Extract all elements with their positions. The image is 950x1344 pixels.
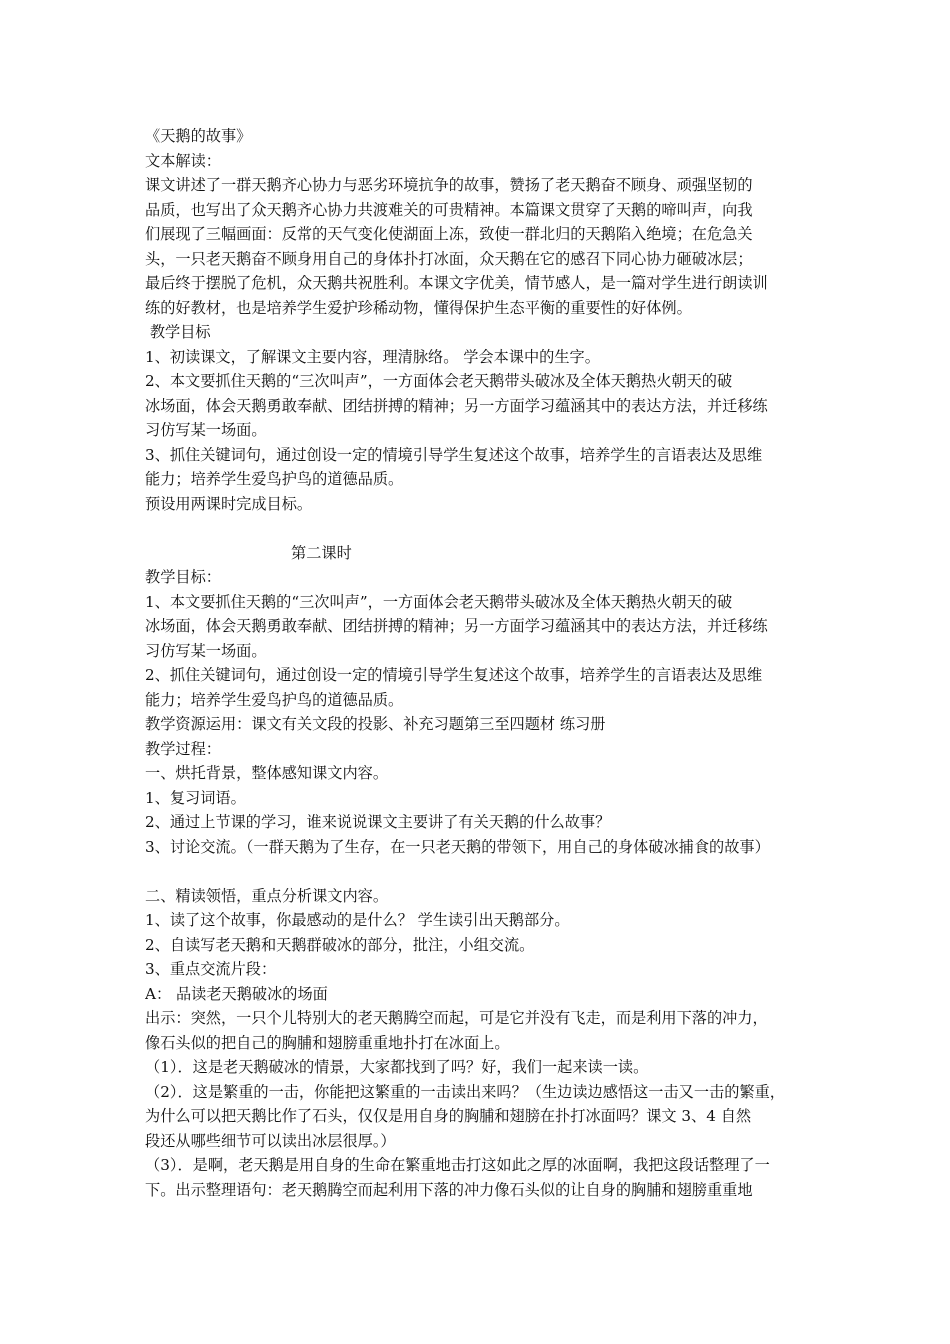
paragraph-line: 头，一只老天鹅奋不顾身用自己的身体扑打冰面，众天鹅在它的感召下同心协力砸破冰层； xyxy=(145,249,753,268)
text-analysis-paragraph xyxy=(145,173,809,320)
lesson-line: 冰场面，体会天鹅勇敢奉献、团结拼搏的精神；另一方面学习蕴涵其中的表达方法，并迁移练 xyxy=(145,617,768,635)
part-two-line: 2、自读写老天鹅和天鹅群破冰的部分，批注，小组交流。 xyxy=(145,935,535,954)
lesson-two-content xyxy=(145,590,809,860)
paragraph-line: 品质，也写出了众天鹅齐心协力共渡难关的可贵精神。本篇课文贯穿了天鹅的啼叫声，向我 xyxy=(145,200,753,219)
part-two-line: 段还从哪些细节可以读出冰层很厚。） xyxy=(145,1131,396,1150)
goal-line: 3、抓住关键词句，通过创设一定的情境引导学生复述这个故事，培养学生的言语表达及思维 xyxy=(145,445,763,464)
lesson-line: 习仿写某一场面。 xyxy=(145,641,267,660)
paragraph-line: 练的好教材，也是培养学生爱护珍稀动物，懂得保护生态平衡的重要性的好体例。 xyxy=(145,298,692,317)
part-two-line: 为什么可以把天鹅比作了石头，仅仅是用自身的胸脯和翅膀在扑打冰面吗？课文 3、4 自然 xyxy=(145,1107,752,1125)
lesson-two-goals-heading: 教学目标： xyxy=(145,568,221,586)
document-title: 《天鹅的故事》 xyxy=(145,127,252,145)
lesson-line: 1、本文要抓住天鹅的“三次叫声”，一方面体会老天鹅带头破冰及全体天鹅热火朝天的破 xyxy=(145,592,733,611)
section-heading-goals: 教学目标 xyxy=(145,323,211,341)
spacer xyxy=(145,516,809,541)
lesson-two-heading: 第二课时 xyxy=(291,543,352,562)
goal-line: 能力；培养学生爱鸟护鸟的道德品质。 xyxy=(145,470,404,488)
paragraph-line: 们展现了三幅画面：反常的天气变化使湖面上冻，致使一群北归的天鹅陷入绝境；在危急关 xyxy=(145,225,753,243)
part-two-line: 像石头似的把自己的胸脯和翅膀重重地扑打在冰面上。 xyxy=(145,1033,510,1052)
part-two-line: （2）．这是繁重的一击，你能把这繁重的一击读出来吗？（生边读边感悟这一击又一击的繁重， xyxy=(145,1082,785,1101)
goal-line: 1、初读课文，了解课文主要内容，理清脉络。 学会本课中的生字。 xyxy=(145,347,600,366)
part-two-line: （3）．是啊，老天鹅是用自身的生命在繁重地击打这如此之厚的冰面啊，我把这段话整理了一 xyxy=(145,1156,770,1174)
goal-line: 2、本文要抓住天鹅的“三次叫声”，一方面体会老天鹅带头破冰及全体天鹅热火朝天的破 xyxy=(145,372,733,390)
part-two-line: 下。出示整理语句：老天鹅腾空而起利用下落的冲力像石头似的让自身的胸脯和翅膀重重地 xyxy=(145,1180,753,1199)
lesson-line: 一、烘托背景，整体感知课文内容。 xyxy=(145,764,388,782)
teaching-goals-list xyxy=(145,345,809,517)
goal-line: 预设用两课时完成目标。 xyxy=(145,494,313,513)
lesson-line: 教学过程： xyxy=(145,739,221,758)
part-two-line: A： 品读老天鹅破冰的场面 xyxy=(145,984,328,1003)
paragraph-line: 课文讲述了一群天鹅齐心协力与恶劣环境抗争的故事，赞扬了老天鹅奋不顾身、顽强坚韧的 xyxy=(145,176,753,194)
lesson-line: 2、抓住关键词句，通过创设一定的情境引导学生复述这个故事，培养学生的言语表达及思维 xyxy=(145,666,763,684)
lesson-line: 2、通过上节课的学习，谁来说说课文主要讲了有关天鹅的什么故事？ xyxy=(145,813,611,831)
part-two-line: 出示：突然，一只个儿特别大的老天鹅腾空而起，可是它并没有飞走，而是利用下落的冲力， xyxy=(145,1009,768,1027)
part-two-line: 1、读了这个故事，你最感动的是什么？ 学生读引出天鹅部分。 xyxy=(145,911,570,929)
part-two-line: 二、精读领悟，重点分析课文内容。 xyxy=(145,886,388,905)
lesson-line: 教学资源运用：课文有关文段的投影、补充习题第三至四题材 练习册 xyxy=(145,715,606,733)
document-page xyxy=(145,124,809,1202)
section-heading-text-analysis: 文本解读： xyxy=(145,151,221,170)
lesson-line: 能力；培养学生爱鸟护鸟的道德品质。 xyxy=(145,690,404,709)
part-two-line: 3、重点交流片段： xyxy=(145,960,277,978)
goal-line: 冰场面，体会天鹅勇敢奉献、团结拼搏的精神；另一方面学习蕴涵其中的表达方法，并迁移练 xyxy=(145,396,768,415)
part-two-line: （1）．这是老天鹅破冰的情景，大家都找到了吗？好，我们一起来读一读。 xyxy=(145,1058,649,1076)
goal-line: 习仿写某一场面。 xyxy=(145,421,267,439)
part-two-content xyxy=(145,884,809,1203)
lesson-line: 1、复习词语。 xyxy=(145,788,246,807)
spacer xyxy=(145,859,809,884)
lesson-line: 3、讨论交流。（一群天鹅为了生存，在一只老天鹅的带领下，用自己的身体破冰捕食的故事） xyxy=(145,837,770,856)
paragraph-line: 最后终于摆脱了危机，众天鹅共祝胜利。本课文字优美，情节感人，是一篇对学生进行朗读训 xyxy=(145,274,768,292)
